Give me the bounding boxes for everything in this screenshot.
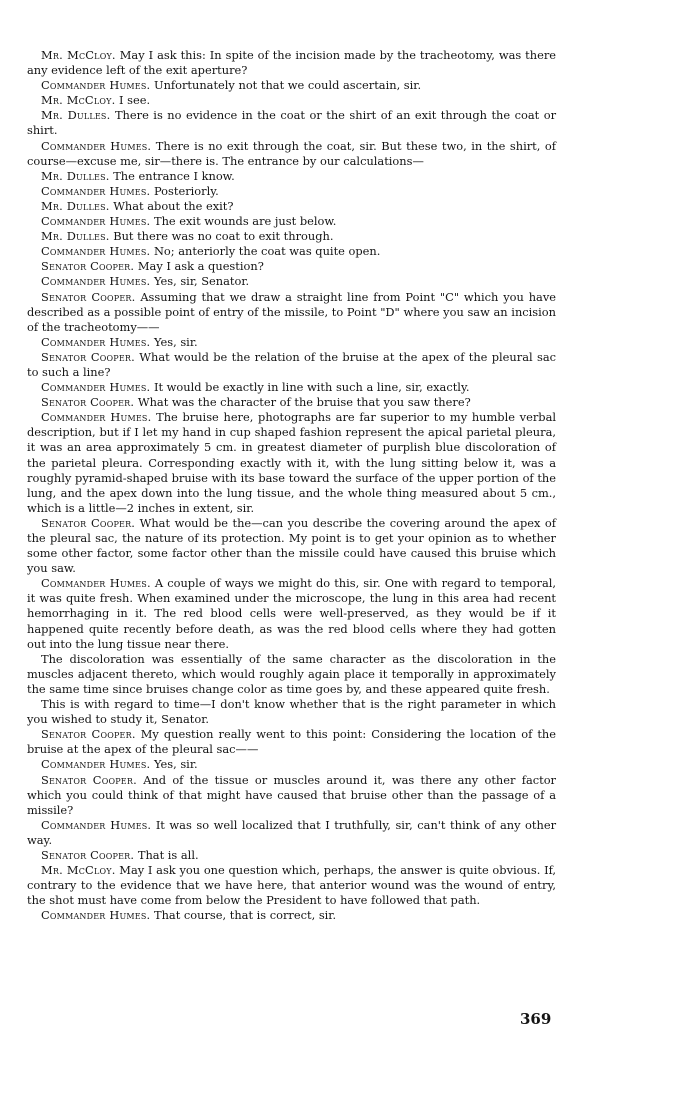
spoken-text: Yes, sir.: [153, 334, 198, 349]
spoken-text: What about the exit?: [113, 198, 234, 213]
testimony-paragraph: [27, 516, 556, 576]
speaker-name: Commander Humes.: [41, 244, 151, 259]
testimony-paragraph: [27, 818, 556, 848]
spoken-text: It would be exactly in line with such a line, sir, exactly.: [153, 380, 470, 395]
testimony-paragraph: [27, 380, 556, 395]
speaker-name: Commander Humes.: [41, 380, 151, 395]
speaker-name: Senator Cooper.: [41, 349, 135, 364]
spoken-text: That course, that is correct, sir.: [153, 908, 337, 923]
spoken-text: There is no evidence in the coat or the shirt of an exit through the coat or shirt.: [27, 108, 557, 138]
testimony-paragraph: [27, 697, 556, 727]
speaker-name: Mr. Dulles.: [41, 198, 110, 213]
speaker-name: Commander Humes.: [41, 138, 152, 153]
spoken-text: May I ask this: In spite of the incision made by the tracheotomy, was there any evidence left of the exit aperture?: [27, 48, 557, 78]
testimony-paragraph: [27, 229, 556, 244]
speaker-name: Commander Humes.: [41, 908, 151, 923]
testimony-paragraph: [27, 773, 556, 818]
spoken-text: There is no exit through the coat, sir. But these two, in the shirt, of course—excuse me, sir—there is. The entrance by our calculations—: [27, 138, 556, 168]
spoken-text: I see.: [119, 93, 151, 108]
spoken-text: It was so well localized that I truthfully, sir, can't think of any other way.: [27, 817, 557, 847]
testimony-paragraph: [27, 169, 556, 184]
speaker-name: Senator Cooper.: [41, 727, 136, 742]
testimony-paragraph: [27, 395, 556, 410]
testimony-paragraph: [27, 48, 556, 78]
testimony-paragraph: [27, 274, 556, 289]
speaker-name: Commander Humes.: [41, 334, 151, 349]
spoken-text: No; anteriorly the coat was quite open.: [153, 244, 381, 259]
testimony-paragraph: [27, 244, 556, 259]
testimony-paragraph: [27, 199, 556, 214]
spoken-text: That is all.: [137, 847, 199, 862]
spoken-text: Posteriorly.: [153, 183, 219, 198]
speaker-name: Commander Humes.: [41, 757, 151, 772]
speaker-name: Senator Cooper.: [41, 395, 135, 410]
speaker-name: Senator Cooper.: [41, 259, 135, 274]
page-number: 369: [520, 1010, 552, 1028]
spoken-text: Yes, sir.: [153, 757, 198, 772]
speaker-name: Mr. McCloy.: [41, 48, 116, 62]
testimony-paragraph: [27, 139, 556, 169]
spoken-text: May I ask you one question which, perhaps, the answer is quite obvious. If, contrary to the evidence that we have here, that anterior wound was the wound of entry, the shot must have come from below the President to have followed that path.: [27, 863, 556, 908]
spoken-text: But there was no coat to exit through.: [113, 229, 334, 244]
testimony-paragraph: [27, 290, 556, 335]
spoken-text: Assuming that we draw a straight line from Point "C" which you have described as a possible point of entry of the missile, to Point "D" where you saw an incision of the tracheotomy——: [27, 289, 556, 334]
testimony-paragraph: [27, 863, 556, 908]
testimony-paragraph: [27, 335, 556, 350]
speaker-name: Commander Humes.: [41, 410, 152, 425]
spoken-text: The bruise here, photographs are far superior to my humble verbal description, but if I let my hand in cup shaped fashion represent the apical parietal pleura, it was an area approximately 5 cm. in greatest diameter of purplish blue discoloration of the parietal pleura. Corresponding exactly with it, with the lung sitting below it, was a roughly pyramid-shaped bruise with its base toward the surface of the upper portion of the lung, and the apex down into the lung tissue, and the whole thing measured about 5 cm., which is a little—2 inches in extent, sir.: [27, 410, 557, 515]
speaker-name: Commander Humes.: [41, 214, 151, 229]
speaker-name: Commander Humes.: [41, 274, 151, 289]
testimony-paragraph: [27, 908, 556, 923]
testimony-paragraph: [27, 259, 556, 274]
speaker-name: Senator Cooper.: [41, 289, 136, 304]
speaker-name: Mr. Dulles.: [41, 168, 110, 183]
testimony-paragraph: [27, 727, 556, 757]
speaker-name: Senator Cooper.: [41, 847, 135, 862]
spoken-text: The exit wounds are just below.: [153, 214, 337, 229]
spoken-text: May I ask a question?: [137, 259, 264, 274]
testimony-paragraph: [27, 757, 556, 772]
speaker-name: Mr. McCloy.: [41, 863, 116, 878]
speaker-name: Mr. McCloy.: [41, 93, 116, 108]
spoken-text: The discoloration was essentially of the same character as the discoloration in the muscles adjacent thereto, which would roughly again place it temporally in approximately the same time since bruises change color as time goes by, and these appeared quite fresh.: [27, 651, 556, 696]
speaker-name: Commander Humes.: [41, 183, 151, 198]
spoken-text: And of the tissue or muscles around it, was there any other factor which you could think of that might have caused that bruise other than the passage of a missile?: [27, 772, 556, 817]
speaker-name: Senator Cooper.: [41, 772, 137, 787]
spoken-text: Yes, sir, Senator.: [153, 274, 250, 289]
speaker-name: Senator Cooper.: [41, 515, 136, 530]
spoken-text: The entrance I know.: [113, 168, 235, 183]
speaker-name: Commander Humes.: [41, 78, 151, 93]
spoken-text: Unfortunately not that we could ascertain, sir.: [153, 78, 422, 93]
spoken-text: What would be the—can you describe the covering around the apex of the pleural sac, the nature of its protection. My point is to get your opinion as to whether some other factor, some factor other than the missile could have caused this bruise which you saw.: [27, 515, 556, 576]
speaker-name: Mr. Dulles.: [41, 229, 110, 244]
testimony-transcript: [27, 48, 556, 923]
testimony-paragraph: [27, 652, 556, 697]
testimony-paragraph: [27, 93, 556, 108]
testimony-paragraph: [27, 350, 556, 380]
spoken-text: What was the character of the bruise that you saw there?: [137, 395, 471, 410]
testimony-paragraph: [27, 78, 556, 93]
spoken-text: What would be the relation of the bruise at the apex of the pleural sac to such a line?: [27, 349, 556, 379]
speaker-name: Mr. Dulles.: [41, 108, 111, 123]
spoken-text: A couple of ways we might do this, sir. One with regard to temporal, it was quite fresh. When examined under the microscope, the lung in this area had recent hemorrhaging in it. The red blood cells were well-preserved, as they would be if it happened quite recently before death, as was the red blood cells where they had gotten out into the lung tissue near there.: [27, 576, 556, 651]
spoken-text: My question really went to this point: Considering the location of the bruise at the apex of the pleural sac——: [27, 727, 556, 757]
testimony-paragraph: [27, 108, 556, 138]
testimony-paragraph: [27, 848, 556, 863]
speaker-name: Commander Humes.: [41, 576, 151, 591]
testimony-paragraph: [27, 576, 556, 651]
testimony-paragraph: [27, 214, 556, 229]
spoken-text: This is with regard to time—I don't know whether that is the right parameter in which you wished to study it, Senator.: [27, 697, 556, 727]
speaker-name: Commander Humes.: [41, 817, 152, 832]
testimony-paragraph: [27, 410, 556, 516]
testimony-paragraph: [27, 184, 556, 199]
